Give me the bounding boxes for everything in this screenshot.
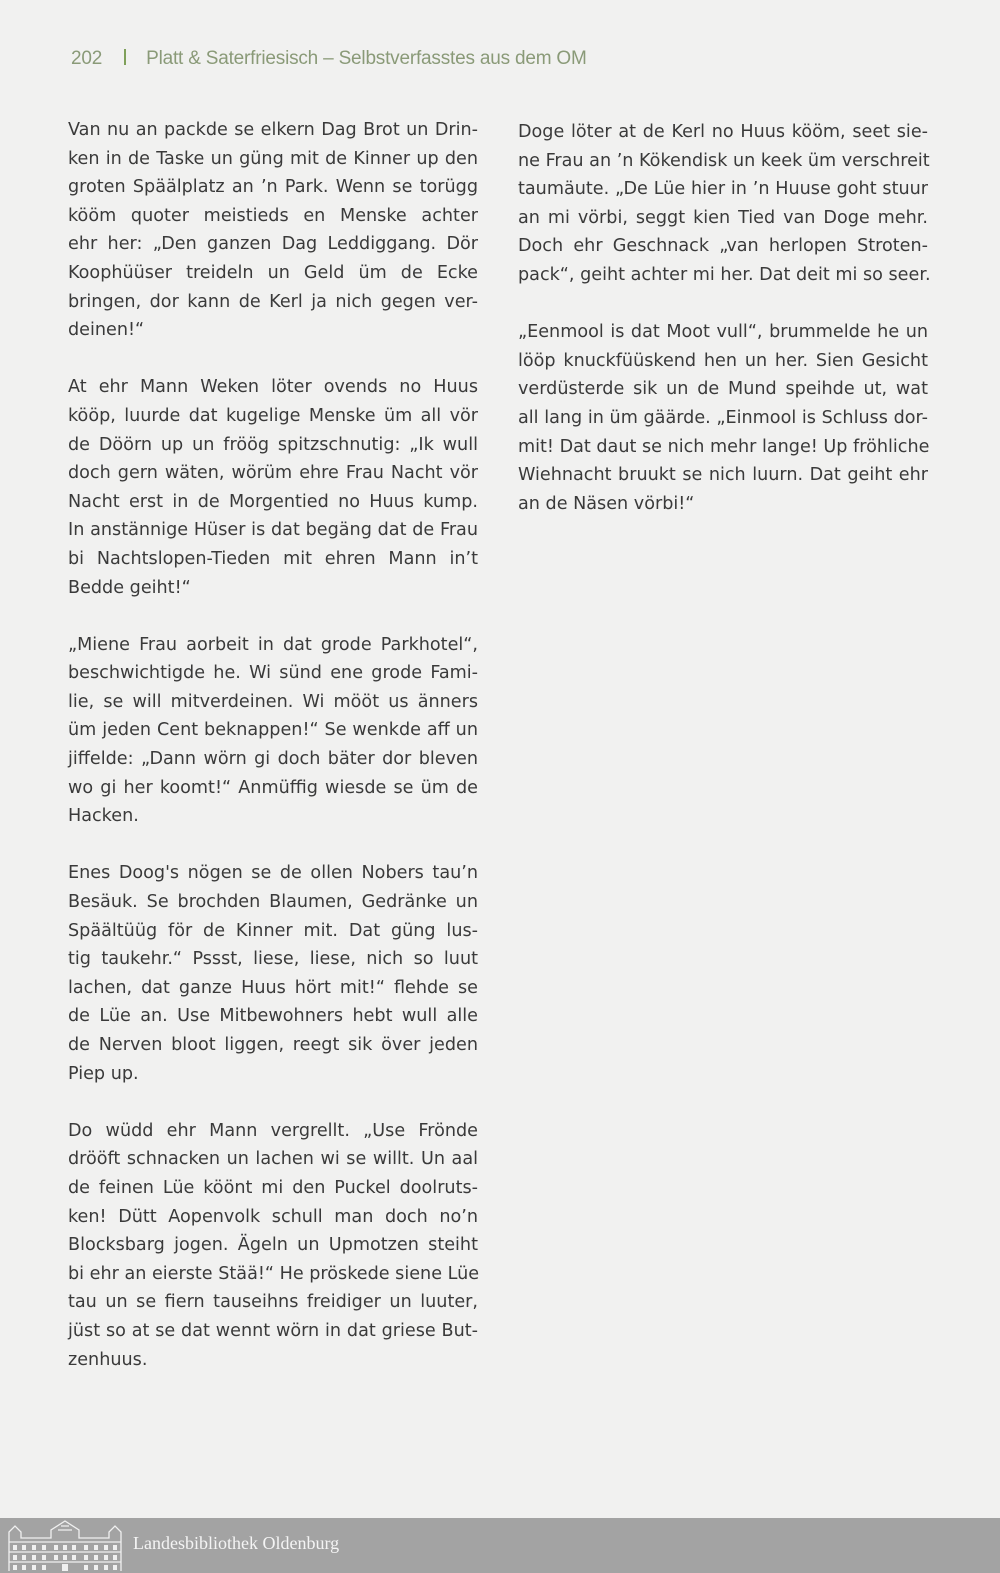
text-line: Doch ehr Geschnack „van herlopen Stroten- [518,236,928,257]
text-line: an de Näsen vörbi!“ [518,493,695,514]
text-line: ken in de Taske un güng mit de Kinner up den [68,148,478,169]
text-line: Hacken. [68,806,139,827]
text-line: lööp knuckfüüskend hen un her. Sien Gesicht [518,350,928,371]
text-line: bringen, dor kann de Kerl ja nich gegen ver- [68,291,478,312]
text-line: lachen, dat ganze Huus hört mit!“ flehde se [68,977,478,998]
text-line: At ehr Mann Weken löter ovends no Huus [68,377,478,398]
text-line: an mi vörbi, seggt kien Tied van Doge mehr. [518,207,928,228]
running-header [71,48,587,70]
text-line: ne Frau an ’n Kökendisk un keek üm verschreit [518,150,930,171]
text-line: tig taukehr.“ Pssst, liese, liese, nich so luut [68,949,478,970]
text-line: deinen!“ [68,320,145,341]
text-line: kööp, luurde dat kugelige Menske üm all vör [68,405,478,426]
text-line: Doge löter at de Kerl no Huus kööm, seet sie- [518,122,928,142]
text-line: kööm quoter meistieds en Menske achter [68,205,478,226]
text-line: jüst so at se dat wennt wörn in dat griese But- [68,1320,478,1341]
paragraph [68,859,478,1088]
text-line: Koophüüser treideln un Geld üm de Ecke [68,262,478,283]
text-line: Wiehnacht bruukt se nich luurn. Dat geiht ehr [518,465,928,486]
text-line: Nacht erst in de Morgentied no Huus kump. [68,491,478,512]
text-line: „Eenmool is dat Moot vull“, brummelde he un [518,322,928,343]
text-line: mit! Dat daut se nich mehr lange! Up fröhliche [518,436,930,457]
text-line: drööft schnacken un lachen wi se willt. Un aal [68,1149,478,1170]
text-line: Do wüdd ehr Mann vergrellt. „Use Frönde [68,1120,478,1141]
left-text-column [68,116,478,1403]
page-number: 202 [71,48,103,69]
text-line: Blocksbarg jogen. Ägeln un Upmotzen steiht [68,1235,478,1256]
text-line: doch gern wäten, wörüm ehre Frau Nacht vör [68,463,478,484]
text-line: tau un se fiern tauseihns freidiger un luuter, [68,1292,478,1313]
header-divider [124,49,126,65]
text-line: Späältüüg för de Kinner mit. Dat güng lus- [68,920,478,941]
paragraph [68,373,478,602]
text-line: Enes Doog's nögen se de ollen Nobers tau’n [68,863,478,884]
text-line: In anstännige Hüser is dat begäng dat de Frau [68,520,478,541]
text-line: beschwichtigde he. Wi sünd ene grode Fami- [68,663,478,684]
text-line: Besäuk. Se brochden Blaumen, Gedränke un [68,892,478,913]
library-name: Landesbibliothek Oldenburg [133,1533,340,1553]
text-line: pack“, geiht achter mi her. Dat deit mi so seer. [518,264,931,285]
text-line: üm jeden Cent beknappen!“ Se wenkde aff un [68,720,478,741]
paragraph [518,118,931,290]
text-line: wo gi her koomt!“ Anmüffig wiesde se üm de [68,777,478,798]
right-text-column [518,118,931,547]
text-line: verdüsterde sik un de Mund speihde ut, wat [518,379,928,400]
paragraph [68,631,478,831]
text-line: „Miene Frau aorbeit in dat grode Parkhotel“, [68,634,478,655]
text-line: bi ehr an eierste Stää!“ He pröskede siene Lüe [68,1263,480,1284]
paragraph [68,1117,478,1374]
text-line: Van nu an packde se elkern Dag Brot un Drin- [68,120,478,140]
text-line: bi Nachtslopen-Tieden mit ehren Mann in’t [68,548,478,569]
text-line: de Lüe an. Use Mitbewohners hebt wull alle [68,1006,478,1027]
paragraph [68,116,478,345]
library-building-logo-icon [6,1520,124,1571]
library-footer-bar [0,1518,1000,1573]
text-line: ken! Dütt Aopenvolk schull man doch no’n [68,1206,478,1227]
text-line: Piep up. [68,1063,139,1084]
text-line: zenhuus. [68,1349,148,1370]
text-line: Bedde geiht!“ [68,577,191,598]
text-line: ehr her: „Den ganzen Dag Leddiggang. Dör [68,234,478,255]
text-line: groten Späälplatz an ’n Park. Wenn se torügg [68,177,478,198]
text-line: de Döörn up un fröög spitzschnutig: „Ik wull [68,434,478,455]
text-line: taumäute. „De Lüe hier in ’n Huuse goht stuur [518,179,928,200]
header-title: Platt & Saterfriesisch – Selbstverfasstes aus dem OM [146,48,587,69]
text-line: all lang in üm gäärde. „Einmool is Schluss dor- [518,407,928,428]
paragraph [518,318,928,518]
text-line: de Nerven bloot liggen, reegt sik över jeden [68,1035,478,1055]
text-line: de feinen Lüe köönt mi den Puckel doolruts- [68,1177,478,1198]
text-line: jiffelde: „Dann wörn gi doch bäter dor bleven [68,749,478,770]
text-line: lie, se will mitverdeinen. Wi mööt us änners [68,691,478,712]
